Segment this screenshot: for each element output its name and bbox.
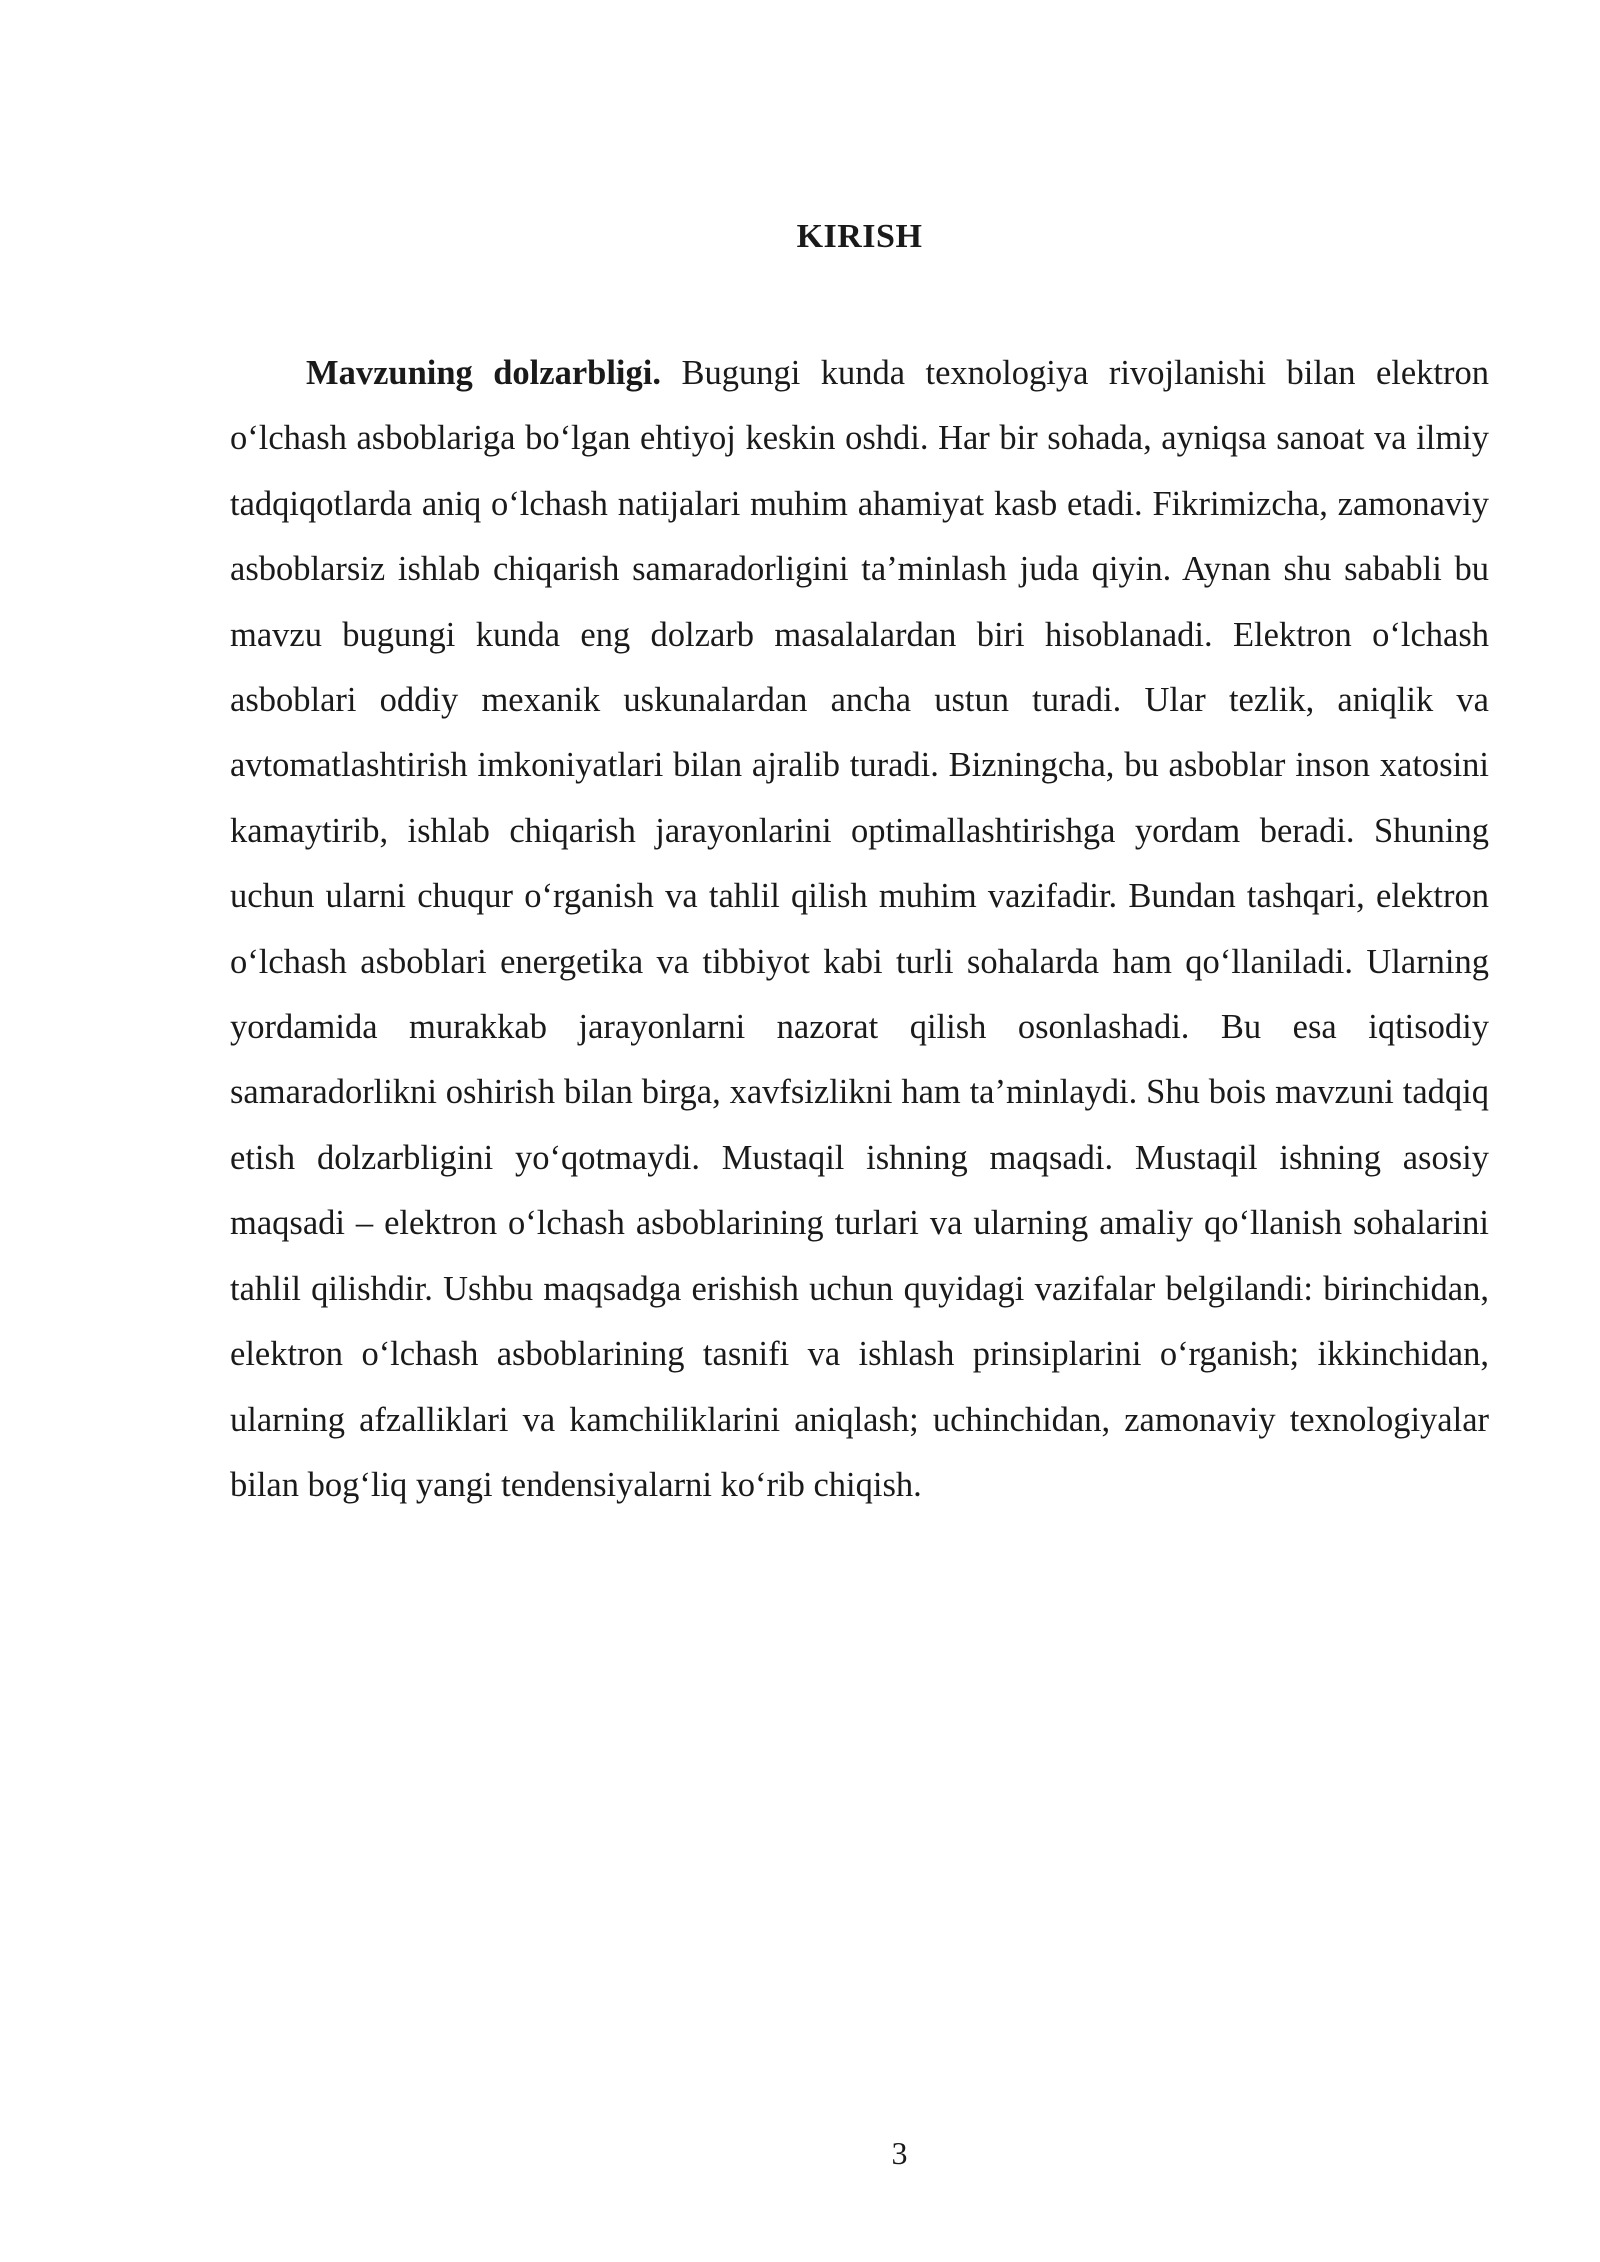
page-number: 3 [891,2135,908,2171]
body-paragraph [230,341,1489,1518]
page-title: KIRISH [796,218,923,255]
paragraph-text: Bugungi kunda texnologiya rivojlanishi bilan elektron o‘lchash asboblariga bo‘lgan ehtiyoj keskin oshdi. Har bir sohada, ayniqsa sanoat va ilmiy tadqiqotlarda aniq o‘lchash natijalari muhim ahamiyat kasb etadi. Fikrimizcha, zamonaviy asboblarsiz ishlab chiqarish samaradorligini ta’minlash juda qiyin. Aynan shu sababli bu mavzu bugungi kunda eng dolzarb masalalardan biri hisoblanadi. Elektron o‘lchash asboblari oddiy mexanik uskunalardan ancha ustun turadi. Ular tezlik, aniqlik va avtomatlashtirish imkoniyatlari bilan ajralib turadi. Bizningcha, bu asboblar inson xatosini kamaytirib, ishlab chiqarish jarayonlarini optimallashtirishga yordam beradi. Shuning uchun ularni chuqur o‘rganish va tahlil qilish muhim vazifadir. Bundan tashqari, elektron o‘lchash asboblari energetika va tibbiyot kabi turli sohalarda ham qo‘llaniladi. Ularning yordamida murakkab jarayonlarni nazorat qilish osonlashadi. Bu esa iqtisodiy samaradorlikni oshirish bilan birga, xavfsizlikni ham ta’minlaydi. Shu bois mavzuni tadqiq etish dolzarbligini yo‘qotmaydi. Mustaqil ishning maqsadi. Mustaqil ishning asosiy maqsadi – elektron o‘lchash asboblarining turlari va ularning amaliy qo‘llanish sohalarini tahlil qilishdir. Ushbu maqsadga erishish uchun quyidagi vazifalar belgilandi: birinchidan, elektron o‘lchash asboblarining tasnifi va ishlash prinsiplarini o‘rganish; ikkinchidan, ularning afzalliklari va kamchiliklarini aniqlash; uchinchidan, zamonaviy texnologiyalar bilan bog‘liq yangi tendensiyalarni ko‘rib chiqish. [230,354,1489,1504]
paragraph-lead: Mavzuning dolzarbligi. [306,354,661,392]
